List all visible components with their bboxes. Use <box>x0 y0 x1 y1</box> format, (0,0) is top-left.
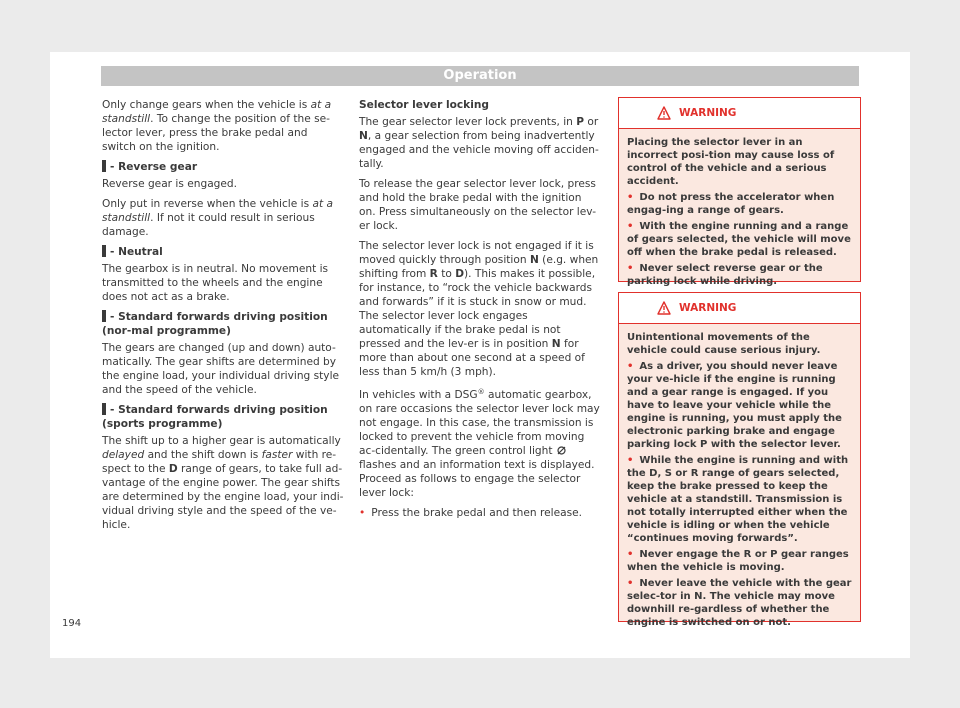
warning-box-1 <box>618 97 861 287</box>
warning-item: • While the engine is running and with the D, S or R range of gears selected, keep the brake pressed to keep the vehicle at a standstill. Transmission is not totally interrupted either when the vehicle is idling or when the vehicle “continues moving forwards”. <box>627 455 849 544</box>
gear-s-icon <box>102 403 106 415</box>
section-header: Operation <box>101 66 859 86</box>
bullet-icon: • <box>627 263 634 274</box>
warning-intro: Placing the selector lever in an incorrect posi-tion may cause loss of control of the vehicle and a serious accident. <box>627 137 835 187</box>
warning-triangle-icon <box>657 106 671 120</box>
gear-r-icon <box>102 160 106 172</box>
gear-d-icon <box>102 310 106 322</box>
warning-item: • Never engage the R or P gear ranges when the vehicle is moving. <box>627 549 849 573</box>
neutral-text: The gearbox is in neutral. No movement is transmitted to the wheels and the engine does not act as a brake. <box>102 263 329 303</box>
intro-paragraph: Only change gears when the vehicle is at a standstill. To change the position of the se-lector lever, press the brake pedal and switch on the ignition. <box>102 99 332 153</box>
warning-item: • Do not press the accelerator when engag-ing a range of gears. <box>627 192 835 216</box>
warning-item: • Never leave the vehicle with the gear selec-tor in N. The vehicle may move downhill re-gardless of whether the engine is switched on or not. <box>627 578 852 628</box>
reverse-text-1: Reverse gear is engaged. <box>102 178 238 190</box>
warning-body <box>619 324 860 629</box>
left-column <box>102 98 344 538</box>
gear-n-icon <box>102 245 106 257</box>
lock-text-3: The selector lever lock is not engaged if it is moved quickly through position N (e.g. when shifting from R to D). This makes it possible, for instance, to “rock the vehicle backwards and forwards” if it is stuck in snow or mud. The selector lever lock engages automatically if the brake pedal is not pressed and the lev-er is in position N for more than about one second at a speed of less than 5 km/h (3 mph). <box>359 240 599 378</box>
bullet-icon: • <box>627 361 634 372</box>
warning-box-2 <box>618 292 861 628</box>
lock-bullet: • Press the brake pedal and then release. <box>359 507 582 519</box>
warning-header <box>619 98 860 129</box>
lock-heading: Selector lever locking <box>359 99 489 111</box>
warning-intro: Unintentional movements of the vehicle could cause serious injury. <box>627 332 821 356</box>
bullet-icon: • <box>359 507 366 519</box>
drive-heading: - Standard forwards driving position (nor-mal programme) <box>102 311 328 337</box>
warning-title: WARNING <box>679 302 737 314</box>
sport-text: The shift up to a higher gear is automatically delayed and the shift down is faster with re-spect to the D range of gears, to take full ad-vantage of the engine power. The gear shifts are determined by the engine load, your indi-vidual driving style and the speed of the ve-hicle. <box>102 435 344 531</box>
control-light-icon <box>556 446 567 455</box>
warning-title: WARNING <box>679 107 737 119</box>
reverse-heading: - Reverse gear <box>102 160 344 174</box>
reverse-text-2: Only put in reverse when the vehicle is at a standstill. If not it could result in serious damage. <box>102 198 333 238</box>
lock-text-2: To release the gear selector lever lock, press and hold the brake pedal with the ignition on. Press simultaneously on the selector lev-er lock. <box>359 178 597 232</box>
warning-body <box>619 129 860 288</box>
warning-item: • Never select reverse gear or the parking lock while driving. <box>627 263 823 287</box>
neutral-heading: - Neutral <box>102 245 344 259</box>
bullet-icon: • <box>627 578 634 589</box>
bullet-icon: • <box>627 549 634 560</box>
page-number: 194 <box>62 618 82 629</box>
warning-item: • As a driver, you should never leave your ve-hicle if the engine is running and a gear range is engaged. If you have to leave your vehicle while the engine is running, you must apply the electronic parking brake and engage parking lock P with the selector lever. <box>627 361 842 450</box>
bullet-icon: • <box>627 221 634 232</box>
middle-column <box>359 98 601 526</box>
lock-text-4: In vehicles with a DSG® automatic gearbox, on rare occasions the selector lever lock may not engage. In this case, the transmission is locked to prevent the vehicle from moving ac-cidentally. The green control light flashes and an information text is displayed. Proceed as follows to engage the selector lever lock: <box>359 388 600 499</box>
bullet-icon: • <box>627 192 634 203</box>
sport-heading: - Standard forwards driving position (sports programme) <box>102 404 328 430</box>
warning-triangle-icon <box>657 301 671 315</box>
bullet-icon: • <box>627 455 634 466</box>
warning-header <box>619 293 860 324</box>
lock-text-1: The gear selector lever lock prevents, in P or N, a gear selection from being inadvertently engaged and the vehicle moving off acciden-tally. <box>359 116 599 170</box>
drive-text: The gears are changed (up and down) auto-matically. The gear shifts are determined by the engine load, your individual driving style and the speed of the vehicle. <box>102 342 340 396</box>
warning-item: • With the engine running and a range of gears selected, the vehicle will move off when the brake pedal is released. <box>627 221 851 258</box>
